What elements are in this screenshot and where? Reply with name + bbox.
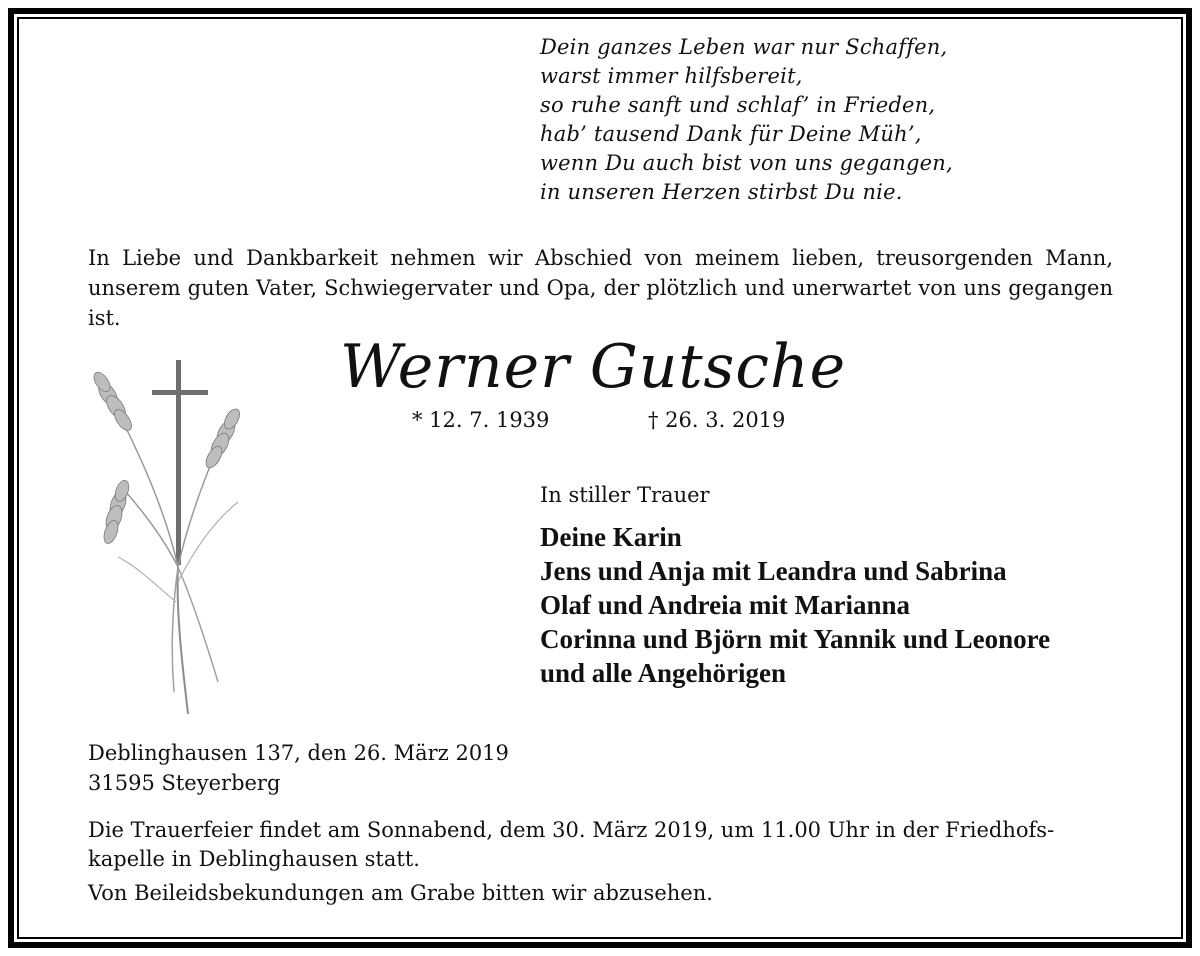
- mourner-name: Jens und Anja mit Leandra und Sabrina: [540, 556, 1007, 586]
- poem-line: hab’ tausend Dank für Deine Müh’,: [540, 122, 922, 146]
- poem-line: so ruhe sanft und schlaf’ in Frieden,: [540, 93, 936, 117]
- poem-line: in unseren Herzen stirbst Du nie.: [540, 180, 903, 204]
- address-block: [88, 738, 509, 798]
- intro-paragraph: In Liebe und Dankbarkeit nehmen wir Abschied von meinem lieben, treusorgenden Mann, unserem guten Vater, Schwiegervater und Opa, der plötzlich und unerwartet von uns gegangen ist.: [88, 246, 1113, 330]
- birth-date: * 12. 7. 1939: [412, 408, 550, 432]
- deceased-name: Werner Gutsche: [340, 332, 847, 402]
- address-line: Deblinghausen 137, den 26. März 2019: [88, 741, 509, 765]
- mourner-name: Olaf und Andreia mit Marianna: [540, 590, 911, 620]
- mourning-label: In stiller Trauer: [540, 483, 710, 507]
- mourner-name: und alle Angehörigen: [540, 658, 787, 688]
- service-line: Die Trauerfeier findet am Sonnabend, dem 30. März 2019, um 11.00 Uhr in der Friedhofs-: [88, 818, 1055, 842]
- poem: [540, 33, 953, 207]
- mourner-name: Deine Karin: [540, 522, 682, 552]
- poem-line: warst immer hilfsbereit,: [540, 64, 803, 88]
- death-date: † 26. 3. 2019: [648, 408, 786, 432]
- service-line: kapelle in Deblinghausen statt.: [88, 847, 420, 871]
- cross-with-wheat-icon: [78, 352, 253, 722]
- funeral-service-info: [88, 816, 1113, 874]
- poem-line: wenn Du auch bist von uns gegangen,: [540, 151, 953, 175]
- condolence-note: Von Beileidsbekundungen am Grabe bitten wir abzusehen.: [88, 881, 713, 905]
- poem-line: Dein ganzes Leben war nur Schaffen,: [540, 35, 948, 59]
- mourners-list: [540, 520, 1050, 690]
- mourner-name: Corinna und Björn mit Yannik und Leonore: [540, 624, 1051, 654]
- address-line: 31595 Steyerberg: [88, 771, 281, 795]
